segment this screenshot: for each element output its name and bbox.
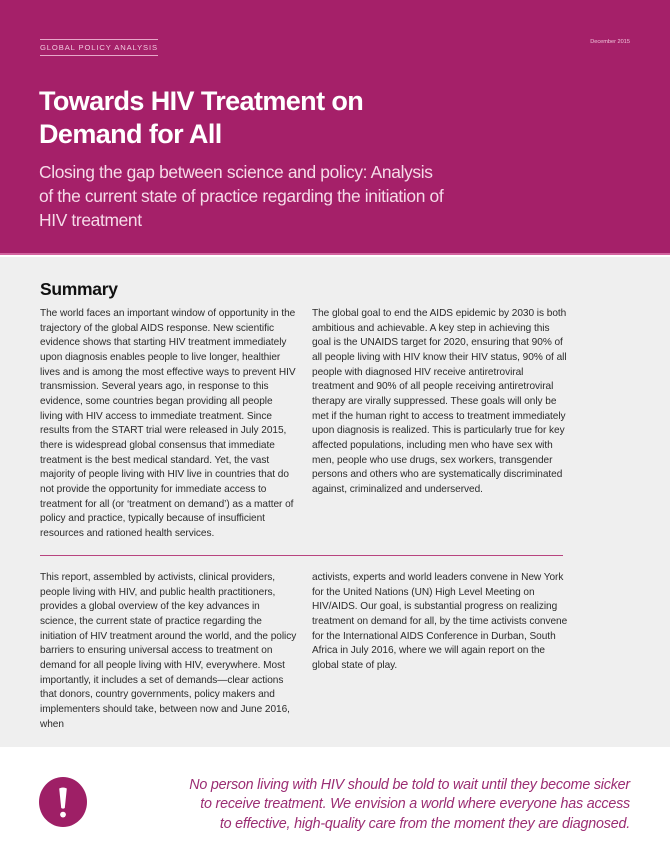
- report-column-right: [312, 571, 570, 674]
- subtitle-line: of the current state of practice regarding the initiation of: [39, 186, 444, 206]
- summary-paragraph: The world faces an important window of opportunity in the trajectory of the global AIDS response. New scientific evidence shows that starting HIV treatment immediately upon diagnosis enables people to live longer, healthier lives and is among the most effective ways to prevent HIV transmission. Several years ago, in response to this evidence, some countries began providing all people living with HIV access to immediate treatment. Since results from the START trial were released in July 2015, there is widespread global consensus that immediate treatment is the best medical standard. Yet, the vast majority of people living with HIV live in countries that do not provide the opportunity for immediate access to treatment for all (or ‘treatment on demand’) as a matter of policy and practice, typically because of insufficient resources and rationed health services.: [40, 308, 296, 539]
- document-title: [39, 85, 559, 151]
- summary-section: [0, 257, 670, 747]
- section-divider: [40, 555, 563, 556]
- publication-date: December 2015: [590, 39, 630, 45]
- summary-column-right: [312, 307, 568, 498]
- document-subtitle: [39, 160, 509, 232]
- summary-paragraph: The global goal to end the AIDS epidemic by 2030 is both ambitious and achievable. A key step in achieving this goal is the UNAIDS target for 2020, ensuring that 90% of all people living with HIV know their HIV status, 90% of all people with diagnosed HIV receive antiretroviral treatment and 90% of all people receiving antiretroviral therapy are virally suppressed. These goals will only be met if the human right to access to treatment immediately upon diagnosis is realized. This is particularly true for key affected populations, including men who have sex with men, people who use drugs, sex workers, transgender persons and others who are systematically discriminated against, criminalized and underserved.: [312, 308, 567, 495]
- cover-header: [0, 0, 670, 255]
- summary-column-left: [40, 307, 296, 542]
- quote-line: No person living with HIV should be told to wait until they become sicker: [189, 777, 630, 793]
- section-kicker: GLOBAL POLICY ANALYSIS: [40, 39, 158, 56]
- report-column-left: [40, 571, 298, 732]
- summary-heading: Summary: [40, 279, 118, 299]
- exclamation-circle-icon: [38, 777, 88, 827]
- quote-line: to effective, high-quality care from the moment they are diagnosed.: [219, 815, 630, 832]
- callout-section: [0, 747, 670, 867]
- report-paragraph: activists, experts and world leaders convene in New York for the United Nations (UN) High Level Meeting on HIV/AIDS. Our goal, is substantial progress on realizing treatment on demand for all, by the time activists convene for the International AIDS Conference in Durban, South Africa in July 2016, where we will again report on the global state of play.: [312, 572, 568, 671]
- report-paragraph: This report, assembled by activists, clinical providers, people living with HIV, and public health practitioners, provides a global overview of the key advances in science, the current state of practice regarding the initiation of HIV treatment around the world, and the policy barriers to ensuring universal access to treatment on demand for all people living with HIV, everywhere. Most importantly, it includes a set of demands—clear actions that donors, country governments, policy makers and implementers should take, between now and June 2016, when: [40, 572, 297, 730]
- subtitle-line: HIV treatment: [39, 210, 142, 230]
- title-line: Demand for All: [39, 119, 222, 149]
- title-line: Towards HIV Treatment on: [39, 86, 364, 116]
- callout-quote: [160, 776, 630, 834]
- subtitle-line: Closing the gap between science and policy: Analysis: [39, 162, 433, 182]
- quote-line: to receive treatment. We envision a world where everyone has access: [200, 796, 630, 813]
